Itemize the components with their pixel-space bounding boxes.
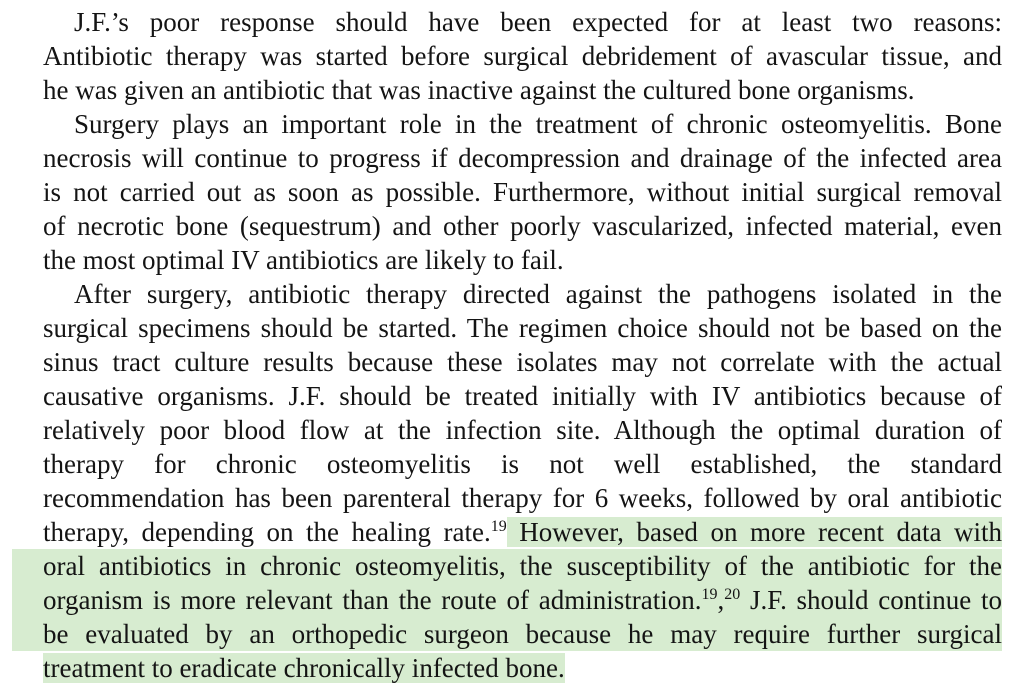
citation-superscript: 20 — [724, 586, 741, 603]
text-line: recommendation has been parenteral therapy for 6 weeks, followed by oral antibiotic — [43, 483, 1002, 513]
document-page — [12, 5, 1002, 685]
text-line: therapy for chronic osteomyelitis is not well established, the standard — [43, 449, 1002, 479]
citation-superscript: 19 — [490, 518, 507, 535]
highlighted-text: treatment to eradicate chronically infected bone. — [43, 653, 565, 683]
text-line — [12, 515, 1002, 549]
text-line: Surgery plays an important role in the treatment of chronic osteomyelitis. Bone — [74, 109, 1002, 139]
text-line: surgical specimens should be started. The regimen choice should not be based on the — [43, 313, 1002, 343]
paragraph-3 — [12, 277, 1002, 685]
highlighted-line: be evaluated by an orthopedic surgeon because he may require further surgical — [12, 617, 1002, 651]
highlighted-line — [12, 583, 1002, 617]
highlighted-text: J.F. should continue to — [740, 585, 1002, 615]
text-line: causative organisms. J.F. should be treated initially with IV antibiotics because of — [43, 381, 1002, 411]
text-line: After surgery, antibiotic therapy directed against the pathogens isolated in the — [74, 279, 1002, 309]
highlighted-text: organism is more relevant than the route of administration. — [43, 585, 702, 615]
text-line: J.F.’s poor response should have been expected for at least two reasons: — [74, 7, 1002, 37]
paragraph-2 — [12, 107, 1002, 277]
text-line — [12, 651, 1002, 685]
highlighted-text: However, based on more recent data with — [506, 517, 1002, 547]
paragraph-1 — [12, 5, 1002, 107]
text-line: relatively poor blood flow at the infection site. Although the optimal duration of — [43, 415, 1002, 445]
citation-superscript: 19 — [701, 586, 718, 603]
citation-comma: , — [717, 585, 725, 615]
text-line: of necrotic bone (sequestrum) and other poorly vascularized, infected material, even — [43, 211, 1002, 241]
text-line: is not carried out as soon as possible. Furthermore, without initial surgical removal — [43, 177, 1002, 207]
text-line: he was given an antibiotic that was inactive against the cultured bone organisms. — [43, 75, 915, 105]
text-line: the most optimal IV antibiotics are likely to fail. — [43, 245, 564, 275]
highlighted-line: oral antibiotics in chronic osteomyelitis, the susceptibility of the antibiotic for the — [12, 549, 1002, 583]
text-line: sinus tract culture results because these isolates may not correlate with the actual — [43, 347, 1002, 377]
text-line: Antibiotic therapy was started before surgical debridement of avascular tissue, and — [43, 41, 1002, 71]
text-line: necrosis will continue to progress if decompression and drainage of the infected area — [43, 143, 1002, 173]
plain-text: therapy, depending on the healing rate. — [43, 517, 491, 547]
